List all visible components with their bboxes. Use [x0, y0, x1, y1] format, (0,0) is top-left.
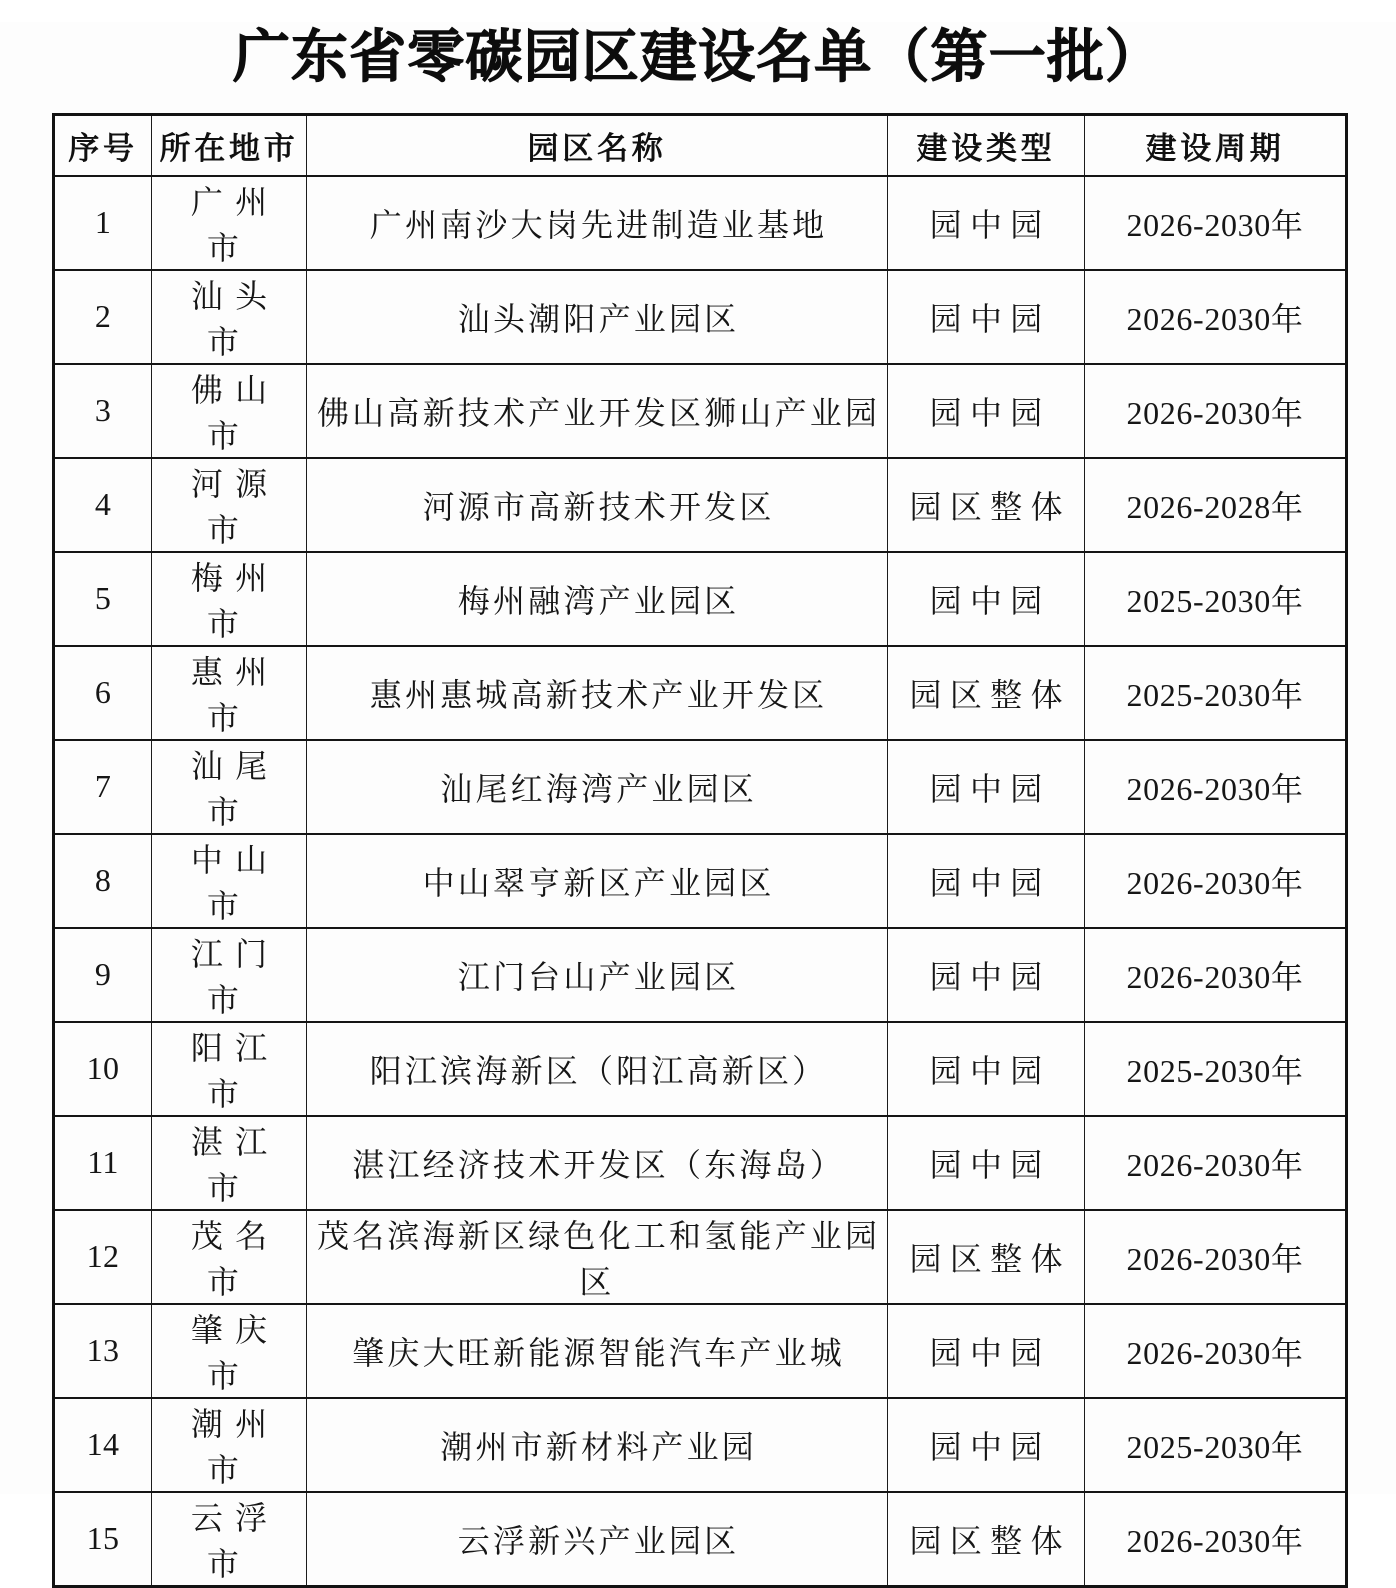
col-header-build-type: 建设类型: [888, 115, 1085, 176]
cell-city: 潮州市: [152, 1398, 307, 1492]
cell-build-period: 2026-2028年: [1085, 458, 1347, 552]
cell-build-type: 园中园: [888, 270, 1085, 364]
cell-city: 肇庆市: [152, 1304, 307, 1398]
table-row: [54, 1398, 1347, 1492]
cell-serial-no: 5: [54, 552, 152, 646]
table-row: [54, 1116, 1347, 1210]
cell-city: 佛山市: [152, 364, 307, 458]
table-row: [54, 646, 1347, 740]
cell-park-name: 茂名滨海新区绿色化工和氢能产业园区: [307, 1210, 888, 1304]
table-row: [54, 1022, 1347, 1116]
cell-city: 梅州市: [152, 552, 307, 646]
cell-serial-no: 8: [54, 834, 152, 928]
cell-build-period: 2026-2030年: [1085, 834, 1347, 928]
col-header-serial-no: 序号: [54, 115, 152, 176]
cell-city: 河源市: [152, 458, 307, 552]
cell-park-name: 江门台山产业园区: [307, 928, 888, 1022]
cell-park-name: 汕头潮阳产业园区: [307, 270, 888, 364]
cell-build-period: 2026-2030年: [1085, 1210, 1347, 1304]
cell-build-type: 园中园: [888, 1398, 1085, 1492]
cell-build-period: 2026-2030年: [1085, 1116, 1347, 1210]
parks-table: [52, 113, 1348, 1588]
cell-serial-no: 14: [54, 1398, 152, 1492]
table-row: [54, 834, 1347, 928]
cell-build-type: 园中园: [888, 176, 1085, 270]
cell-city: 汕尾市: [152, 740, 307, 834]
cell-build-type: 园区整体: [888, 458, 1085, 552]
cell-park-name: 阳江滨海新区（阳江高新区）: [307, 1022, 888, 1116]
table-body: [54, 176, 1347, 1587]
cell-build-period: 2026-2030年: [1085, 364, 1347, 458]
cell-city: 茂名市: [152, 1210, 307, 1304]
cell-city: 云浮市: [152, 1492, 307, 1587]
cell-city: 中山市: [152, 834, 307, 928]
cell-serial-no: 10: [54, 1022, 152, 1116]
cell-serial-no: 4: [54, 458, 152, 552]
cell-build-period: 2026-2030年: [1085, 1492, 1347, 1587]
cell-serial-no: 9: [54, 928, 152, 1022]
cell-serial-no: 1: [54, 176, 152, 270]
page-title: 广东省零碳园区建设名单（第一批）: [232, 26, 1164, 89]
cell-build-type: 园中园: [888, 1022, 1085, 1116]
cell-build-period: 2025-2030年: [1085, 1022, 1347, 1116]
cell-park-name: 佛山高新技术产业开发区狮山产业园: [307, 364, 888, 458]
cell-city: 阳江市: [152, 1022, 307, 1116]
table-row: [54, 1304, 1347, 1398]
cell-park-name: 潮州市新材料产业园: [307, 1398, 888, 1492]
cell-build-type: 园区整体: [888, 1210, 1085, 1304]
cell-build-period: 2026-2030年: [1085, 740, 1347, 834]
cell-build-type: 园中园: [888, 740, 1085, 834]
col-header-park-name: 园区名称: [307, 115, 888, 176]
cell-park-name: 肇庆大旺新能源智能汽车产业城: [307, 1304, 888, 1398]
cell-build-period: 2026-2030年: [1085, 1304, 1347, 1398]
table-row: [54, 1492, 1347, 1587]
cell-serial-no: 13: [54, 1304, 152, 1398]
table-row: [54, 740, 1347, 834]
table-row: [54, 270, 1347, 364]
table-row: [54, 928, 1347, 1022]
cell-park-name: 惠州惠城高新技术产业开发区: [307, 646, 888, 740]
col-header-city: 所在地市: [152, 115, 307, 176]
cell-serial-no: 2: [54, 270, 152, 364]
cell-park-name: 云浮新兴产业园区: [307, 1492, 888, 1587]
cell-city: 惠州市: [152, 646, 307, 740]
table-row: [54, 458, 1347, 552]
cell-city: 江门市: [152, 928, 307, 1022]
cell-park-name: 中山翠亨新区产业园区: [307, 834, 888, 928]
cell-park-name: 汕尾红海湾产业园区: [307, 740, 888, 834]
cell-serial-no: 12: [54, 1210, 152, 1304]
cell-build-type: 园中园: [888, 1116, 1085, 1210]
cell-city: 汕头市: [152, 270, 307, 364]
cell-serial-no: 7: [54, 740, 152, 834]
table-row: [54, 552, 1347, 646]
cell-build-type: 园中园: [888, 552, 1085, 646]
cell-build-type: 园中园: [888, 1304, 1085, 1398]
cell-serial-no: 6: [54, 646, 152, 740]
cell-build-type: 园中园: [888, 364, 1085, 458]
cell-city: 湛江市: [152, 1116, 307, 1210]
cell-build-period: 2025-2030年: [1085, 1398, 1347, 1492]
cell-build-type: 园区整体: [888, 646, 1085, 740]
cell-park-name: 广州南沙大岗先进制造业基地: [307, 176, 888, 270]
cell-build-type: 园区整体: [888, 1492, 1085, 1587]
table-row: [54, 176, 1347, 270]
cell-build-type: 园中园: [888, 928, 1085, 1022]
cell-build-period: 2026-2030年: [1085, 928, 1347, 1022]
cell-park-name: 湛江经济技术开发区（东海岛）: [307, 1116, 888, 1210]
cell-city: 广州市: [152, 176, 307, 270]
table-row: [54, 1210, 1347, 1304]
table-row: [54, 364, 1347, 458]
col-header-build-period: 建设周期: [1085, 115, 1347, 176]
cell-serial-no: 11: [54, 1116, 152, 1210]
cell-build-period: 2026-2030年: [1085, 270, 1347, 364]
cell-park-name: 梅州融湾产业园区: [307, 552, 888, 646]
cell-park-name: 河源市高新技术开发区: [307, 458, 888, 552]
cell-serial-no: 3: [54, 364, 152, 458]
cell-serial-no: 15: [54, 1492, 152, 1587]
document-page: [0, 22, 1396, 1582]
cell-build-period: 2025-2030年: [1085, 552, 1347, 646]
cell-build-period: 2026-2030年: [1085, 176, 1347, 270]
table-header-row: [54, 115, 1347, 176]
cell-build-type: 园中园: [888, 834, 1085, 928]
cell-build-period: 2025-2030年: [1085, 646, 1347, 740]
